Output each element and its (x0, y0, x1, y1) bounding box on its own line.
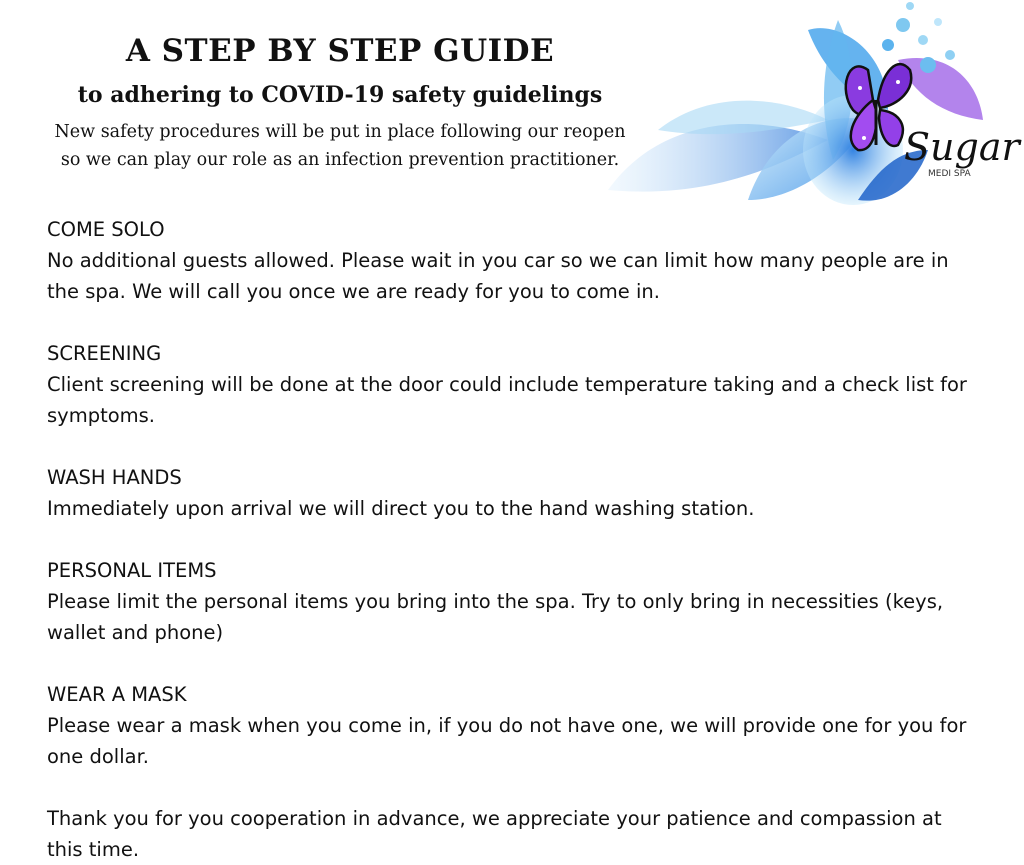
section-text: Client screening will be done at the door could include temperature taking and a check list for symptoms. (47, 373, 967, 427)
guidelines-list (47, 214, 977, 865)
page-title: A STEP BY STEP GUIDE (125, 33, 555, 69)
intro-line-2: so we can play our role as an infection prevention practitioner. (60, 150, 620, 170)
watercolor-splash (608, 2, 983, 205)
page-subtitle: to adhering to COVID-19 safety guidelings (77, 82, 603, 108)
section-text: Immediately upon arrival we will direct you to the hand washing station. (47, 497, 755, 520)
section-personal-items (47, 555, 977, 648)
logo-name: Sugar (904, 125, 1020, 169)
section-heading: WASH HANDS (47, 466, 182, 489)
sugar-medi-spa-logo (598, 0, 1020, 220)
intro-line-1: New safety procedures will be put in place following our reopen (54, 122, 626, 142)
section-screening (47, 338, 977, 431)
closing-text: Thank you for you cooperation in advance, we appreciate your patience and compassion at this time. (47, 807, 942, 861)
section-come-solo (47, 214, 977, 307)
section-heading: SCREENING (47, 342, 162, 365)
section-heading: PERSONAL ITEMS (47, 559, 217, 582)
intro-text (40, 118, 640, 174)
section-text: Please wear a mask when you come in, if you do not have one, we will provide one for you for one dollar. (47, 714, 967, 768)
section-text: Please limit the personal items you bring into the spa. Try to only bring in necessities (keys, wallet and phone) (47, 590, 944, 644)
section-text: No additional guests allowed. Please wait in you car so we can limit how many people are in the spa. We will call you once we are ready for you to come in. (47, 249, 949, 303)
section-heading: WEAR A MASK (47, 683, 187, 706)
section-heading: COME SOLO (47, 218, 165, 241)
logo-tagline: MEDI SPA (928, 169, 971, 179)
document-header (40, 28, 640, 174)
section-wear-a-mask (47, 679, 977, 772)
section-wash-hands (47, 462, 977, 524)
